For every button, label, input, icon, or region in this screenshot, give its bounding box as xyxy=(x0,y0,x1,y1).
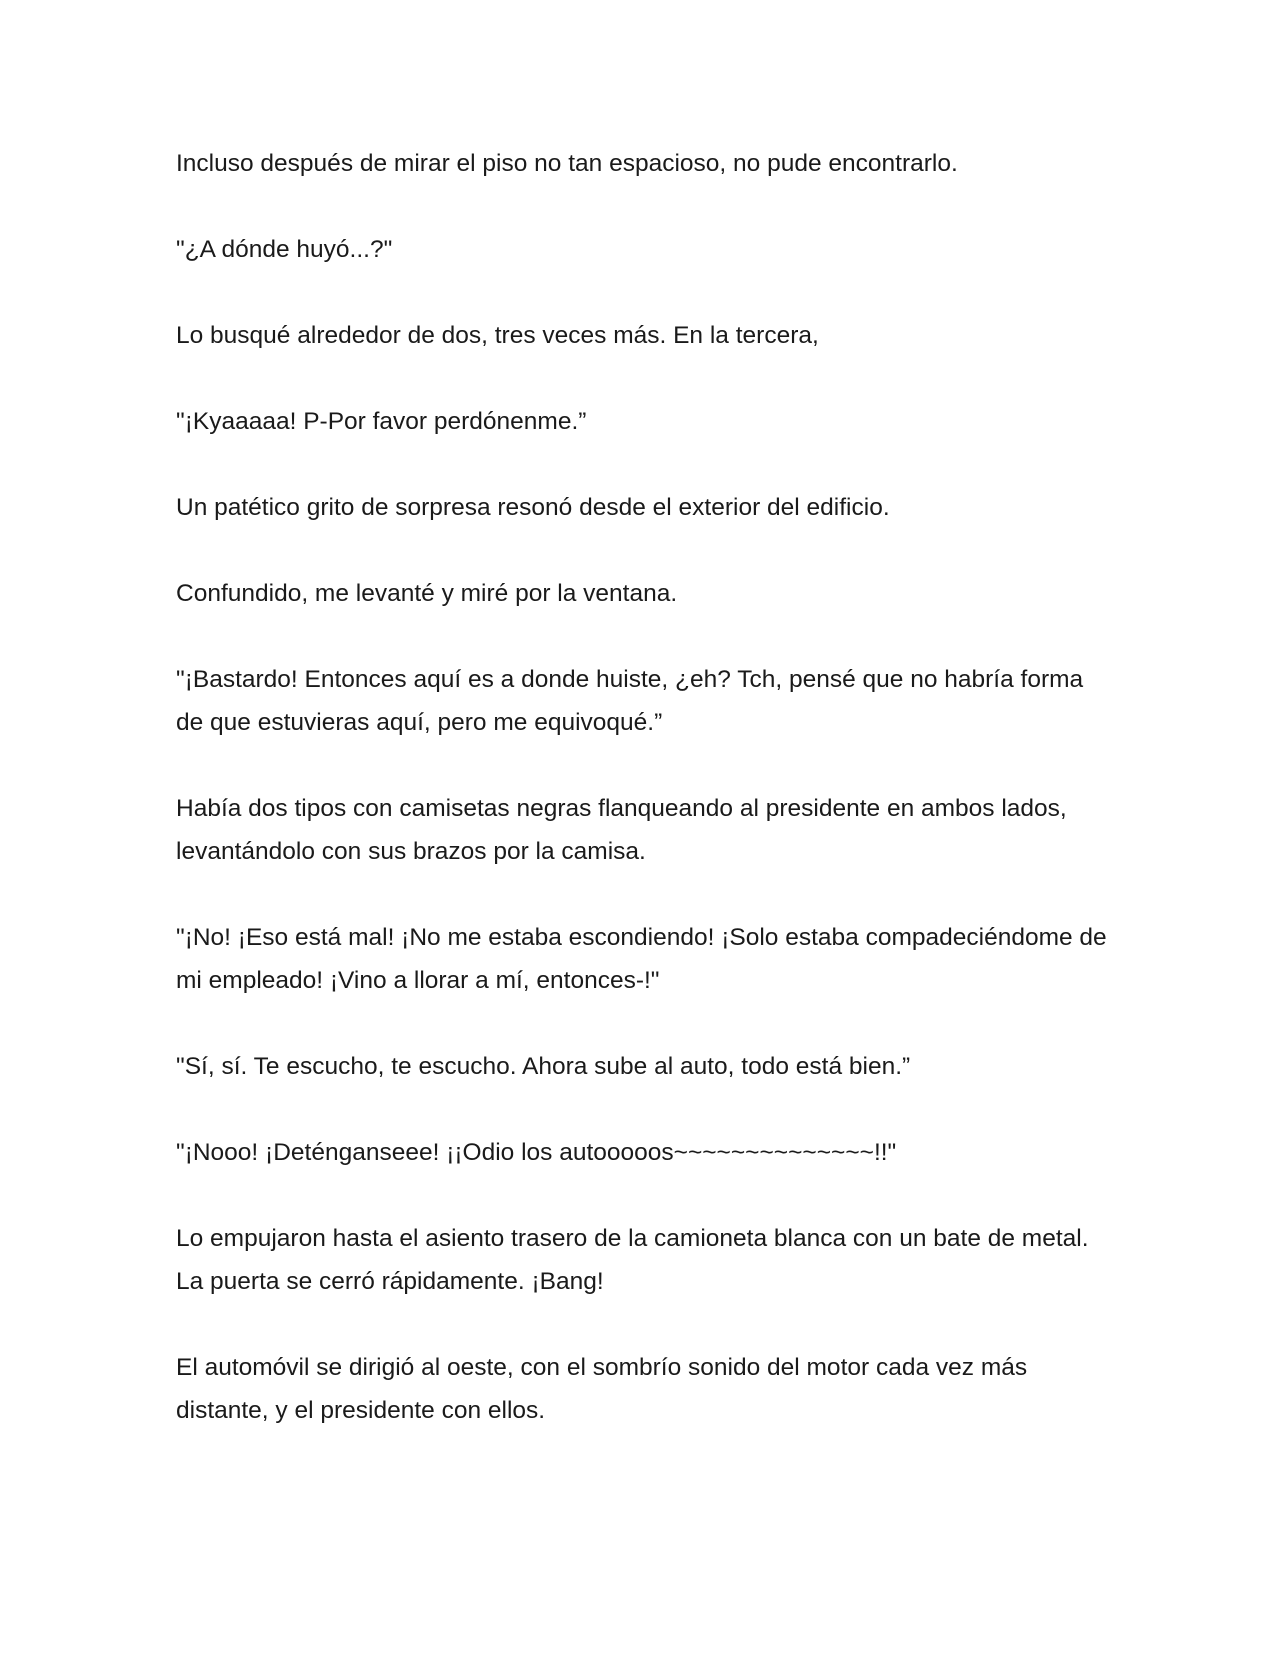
paragraph: Confundido, me levanté y miré por la ventana. xyxy=(176,580,678,607)
paragraph: El automóvil se dirigió al oeste, con el sombrío sonido del motor cada vez más distante, y el presidente con ellos. xyxy=(176,1354,1034,1424)
paragraph: "¡Bastardo! Entonces aquí es a donde huiste, ¿eh? Tch, pensé que no habría forma de que estuvieras aquí, pero me equivoqué.” xyxy=(176,666,1090,736)
paragraph: Había dos tipos con camisetas negras flanqueando al presidente en ambos lados, levantándolo con sus brazos por la camisa. xyxy=(176,795,1074,865)
paragraph: "¡No! ¡Eso está mal! ¡No me estaba escondiendo! ¡Solo estaba compadeciéndome de mi empleado! ¡Vino a llorar a mí, entonces-!" xyxy=(176,924,1114,994)
paragraph: Incluso después de mirar el piso no tan espacioso, no pude encontrarlo. xyxy=(176,150,958,177)
paragraph: "¿A dónde huyó...?" xyxy=(176,236,393,263)
paragraph: "¡Kyaaaaa! P-Por favor perdónenme.” xyxy=(176,408,587,435)
paragraph: "¡Nooo! ¡Deténganseee! ¡¡Odio los autooooos~~~~~~~~~~~~~~!!" xyxy=(176,1139,897,1166)
paragraph: "Sí, sí. Te escucho, te escucho. Ahora sube al auto, todo está bien.” xyxy=(176,1053,911,1080)
paragraph: Lo empujaron hasta el asiento trasero de la camioneta blanca con un bate de metal. La puerta se cerró rápidamente. ¡Bang! xyxy=(176,1225,1096,1295)
paragraph: Un patético grito de sorpresa resonó desde el exterior del edificio. xyxy=(176,494,890,521)
document-page xyxy=(176,142,1116,1475)
paragraph: Lo busqué alrededor de dos, tres veces más. En la tercera, xyxy=(176,322,819,349)
